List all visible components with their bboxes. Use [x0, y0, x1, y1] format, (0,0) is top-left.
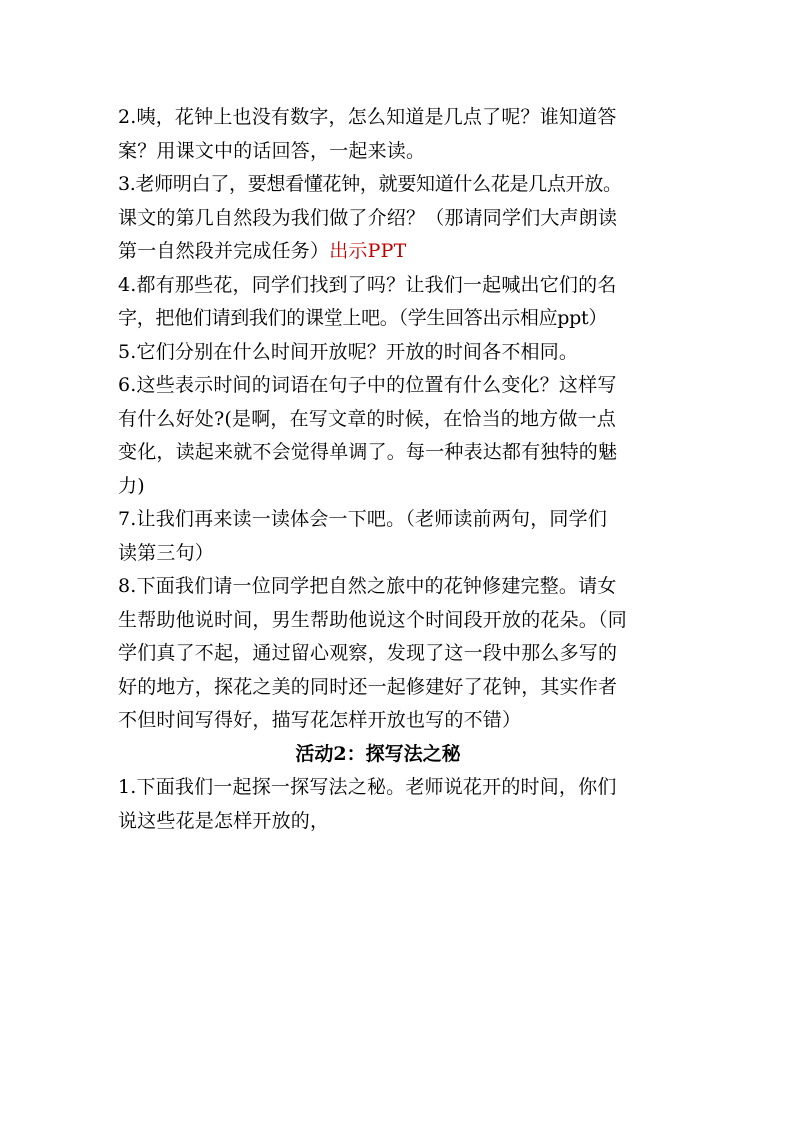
paragraph-line: 读第三句） [118, 541, 215, 564]
show-ppt-note: 出示PPT [329, 240, 407, 262]
paragraph-line: 有什么好处?(是啊，在写文章的时候，在恰当的地方做一点 [118, 407, 617, 430]
paragraph-line: 不但时间写得好，描写花怎样开放也写的不错） [118, 709, 522, 731]
paragraph-line: 案？用课文中的话回答，一起来读。 [118, 139, 426, 162]
paragraph-text: 第一自然段并完成任务） [118, 240, 330, 262]
paragraph-line: 好的地方，探花之美的同时还一起修建好了花钟，其实作者 [118, 675, 618, 698]
paragraph-line: 说这些花是怎样开放的， [118, 809, 330, 832]
paragraph-line-with-highlight [118, 235, 678, 269]
paragraph-line: 学们真了不起，通过留心观察，发现了这一段中那么多写的 [118, 642, 618, 664]
document-body [118, 101, 678, 838]
paragraph-line: 7.让我们再来读一读体会一下吧。（老师读前两句，同学们 [118, 508, 608, 530]
paragraph-line: 力) [118, 474, 145, 497]
paragraph-line: 3.老师明白了，要想看懂花钟，就要知道什么花是几点开放。 [118, 173, 622, 195]
paragraph-line: 1.下面我们一起探一探写法之秘。老师说花开的时间，你们 [118, 776, 617, 798]
paragraph-line: 变化，读起来就不会觉得单调了。每一种表达都有独特的魅 [118, 441, 618, 463]
paragraph-line: 6.这些表示时间的词语在句子中的位置有什么变化？这样写 [118, 374, 617, 396]
paragraph-line: 5.它们分别在什么时间开放呢？开放的时间各不相同。 [118, 340, 579, 363]
paragraph-line: 2.咦，花钟上也没有数字，怎么知道是几点了呢？谁知道答 [118, 106, 617, 128]
paragraph-line: 课文的第几自然段为我们做了介绍？（那请同学们大声朗读 [118, 206, 618, 229]
paragraph-line: 字，把他们请到我们的课堂上吧。（学生回答出示相应ppt） [118, 307, 608, 329]
paragraph-line: 4.都有那些花，同学们找到了吗？让我们一起喊出它们的名 [118, 273, 617, 296]
paragraph-line: 生帮助他说时间，男生帮助他说这个时间段开放的花朵。（同 [118, 608, 627, 631]
section-heading: 活动2：探写法之秘 [295, 742, 461, 765]
paragraph-line: 8.下面我们请一位同学把自然之旅中的花钟修建完整。请女 [118, 575, 617, 597]
